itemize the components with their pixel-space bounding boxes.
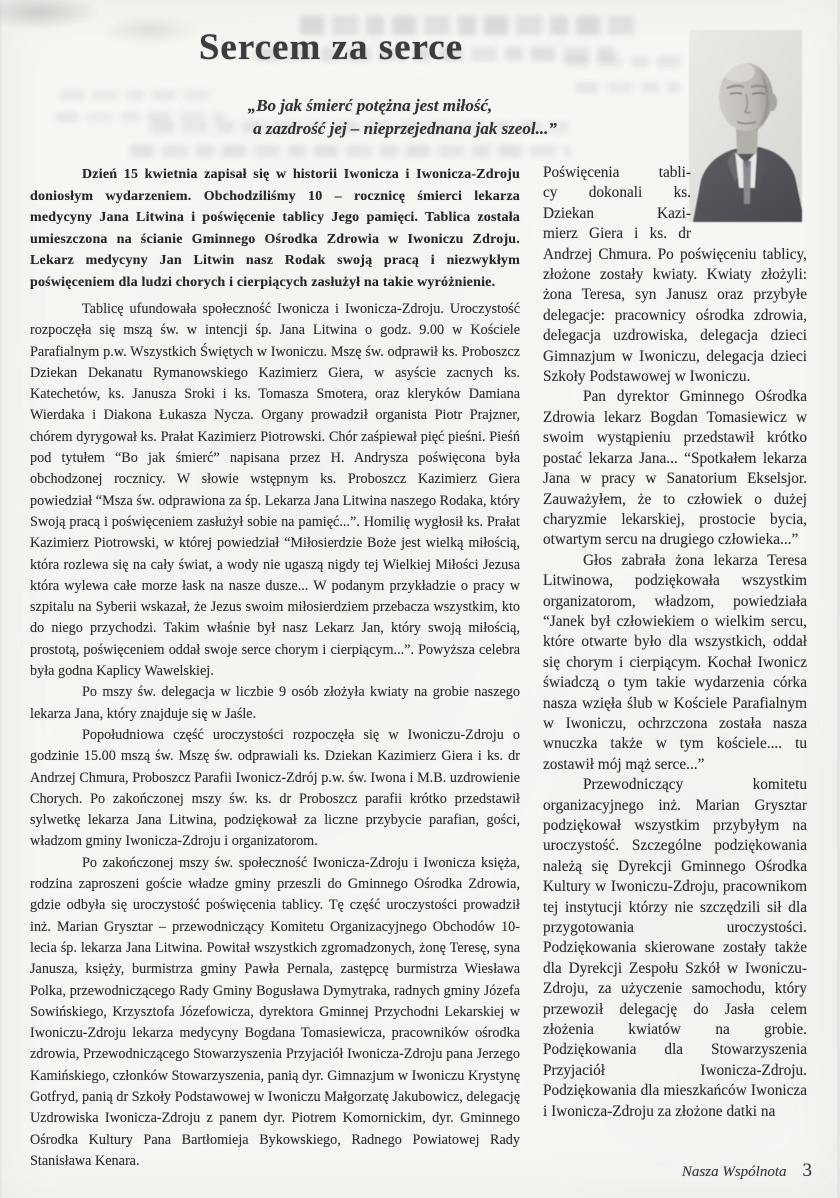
paragraph: Pan dyrektor Gminnego Ośrodka Zdrowia lekarz Bogdan Tomasiewicz w swoim wystąpieniu przedstawił krótko postać lekarza Jana... “Spotkałem lekarza Jana w pracy w Sanatorium Ekselsjor. Zauważyłem, że to człowiek o dużej charyzmie lekarskiej, prostocie bycia, otwartym sercu na drugiego człowieka...” bbox=[543, 388, 807, 549]
left-column bbox=[30, 299, 520, 1172]
epigraph-line-2: a zazdrość jej – nieprzejednana jak szeol...” bbox=[253, 119, 557, 138]
text-line: Dziekan Kazi- bbox=[543, 204, 691, 222]
bleed-through-line bbox=[130, 145, 570, 157]
text-line: cy dokonali ks. bbox=[543, 184, 691, 202]
bleed-through-line bbox=[575, 82, 680, 93]
paragraph: Popołudniowa część uroczystości rozpoczęła się w Iwoniczu-Zdroju o godzinie 15.00 mszą św. Mszę św. odprawiali ks. Dziekan Kazimierz Giera i ks. dr Andrzej Chmura, Proboszcz Parafii Iwonicz-Zdrój p.w. św. Iwona i M.B. uzdrowienie Chorych. Po zakończonej mszy św. ks. dr Proboszcz parafii krótko przedstawił sylwetkę lekarza Jana Litwina, podziękował za liczne przybycie parafian, gości, władzom gminy Iwonicza-Zdroju i organizatorom. bbox=[30, 726, 520, 850]
magazine-name: Nasza Wspólnota bbox=[681, 1164, 787, 1180]
epigraph bbox=[120, 94, 620, 140]
text-beside-photo bbox=[543, 163, 691, 245]
paragraph: Po zakończonej mszy św. społeczność Iwonicza-Zdroju i Iwonicza księża, rodzina zaproszeni goście władze gminy przeszli do Gminnego Ośrodka Zdrowia, gdzie odbyła się uroczystość poświęcenia tablicy. Tę część uroczystości prowadził inż. Marian Grysztar – przewodniczący Komitetu Organizacyjnego Obchodów 10-lecia śp. lekarza Jana Litwina. Powitał wszystkich zgromadzonych, żonę Teresę, syna Janusza, księży, burmistrza gminy Pawła Pernala, zastępcę burmistrza Wiesława Polka, przewodniczącego Rady Gminy Bogusława Dymytraka, radnych gminy Józefa Sowińskiego, Krzysztofa Józefowicza, dyrektora Gminnej Przychodni Lekarskiej w Iwoniczu-Zdroju lekarza medycyny Bogdana Tomasiewicza, pracowników ośrodka zdrowia, Przewodniczącego Stowarzyszenia Przyjaciół Iwonicza-Zdroju pana Jerzego Kamińskiego, członków Stowarzyszenia, panią dyr. Gimnazjum w Iwoniczu Krystynę Gotfryd, panią dr Szkoły Podstawowej w Iwoniczu Małgorzatę Jakubowicz, delegację Uzdrowiska Iwonicza-Zdroju z panem dyr. Piotrem Komornickim, dyr. Gminnego Ośrodka Kultury Pana Bartłomieja Bykowskiego, Radnego Powiatowej Rady Stanisława Kenara. bbox=[30, 854, 520, 1169]
paragraph: Po mszy św. delegacja w liczbie 9 osób złożyła kwiaty na grobie naszego lekarza Jana, który znajduje się w Jaśle. bbox=[30, 684, 520, 722]
page-number: 3 bbox=[802, 1160, 812, 1181]
paragraph: Głos zabrała żona lekarza Teresa Litwinowa, podziękowała wszystkim organizatorom, władzom, powiedziała “Janek był człowiekiem o wielkim sercu, które otwarte było dla wszystkich, oddał się chorym i cierpiącym. Kochał Iwonicz świadczą o tym takie wydarzenia córka nasza wzięła ślub w Kościele Parafialnym w Iwoniczu, ochrzczona została nasza wnuczka także w tym kościele.... tu zostawił mój mąż serce...” bbox=[543, 551, 807, 773]
page-footer bbox=[682, 1160, 812, 1182]
paragraph: Tablicę ufundowała społeczność Iwonicza i Iwonicza-Zdroju. Uroczystość rozpoczęła się mszą św. w intencji śp. Jana Litwina o godz. 9.00 w Kościele Parafialnym p.w. Wszystkich Świętych w Iwoniczu. Mszę św. odprawił ks. Proboszcz Dziekan Dekanatu Rymanowskiego Kazimierz Giera, w asyście zacnych ks. Katechetów, ks. Janusza Sroki i ks. Tomasza Smotera, oraz kleryków Damiana Wierdaka i Diakona Łukasza Nycza. Organy prowadził organista Piotr Prajzner, chórem dyrygował ks. Prałat Kazimierz Piotrowski. Chór zaśpiewał pięć pieśni. Pieśń pod tytułem “Bo jak śmierć” napisana przez H. Andrysza poświęcona była obchodzonej rocznicy. W słowie wstępnym ks. Proboszcz Kazimierz Giera powiedział “Msza św. odprawiona za śp. Lekarza Jana Litwina naszego Rodaka, który Swoją pracą i poświęceniem zasłużył sobie na pamięć...”. Homilię wygłosił ks. Prałat Kazimierz Piotrowski, w której powiedział “Miłosierdzie Boże jest wielką miłością, która rozlewa się na cały świat, a wody nie ugaszą nigdy tej Wielkiej Miłości Jezusa która wylewa całe morze łask na nasze dusze... W podanym przykładzie o pracy w szpitalu na Syberii wskazał, że Jezus swoim miłosierdziem przebacza wszystkim, kto do niego przychodzi. Takim właśnie był nasz Lekarz Jan, który swoją miłością, prostotą, poświęceniem oddał swoje serce chorym i cierpiącym...”. Powyższa celebra była godna Kaplicy Wawelskiej. bbox=[30, 301, 520, 680]
paragraph: Przewodniczący komitetu organizacyjnego inż. Marian Grysztar podziękował wszystkim przybyłym na uroczystość. Szczególne podziękowania należą się Dyrekcji Gminnego Ośrodka Kultury w Iwoniczu-Zdroju, pracownikom tej instytucji którzy nie szczędzili sił dla przygotowania uroczystości. Podziękowania skierowane zostały także dla Dyrekcji Zespołu Szkół w Iwoniczu-Zdroju, za użyczenie samochodu, który przewoził delegację do Jasła celem złożenia kwiatów na grobie. Podziękowania dla Stowarzyszenia Przyjaciół Iwonicza-Zdroju. Podziękowania dla mieszkańców Iwonicza i Iwonicza-Zdroju za złożone datki na bbox=[543, 776, 807, 1120]
right-column-paragraphs bbox=[543, 245, 807, 1122]
lead-paragraph: Dzień 15 kwietnia zapisał się w historii Iwonicza i Iwonicza-Zdroju doniosłym wydarzeniem. Obchodziliśmy 10 – rocznicę śmierci lekarza medycyny Jana Litwina i poświęcenie tablicy Jego pamięci. Tablica została umieszczona na ścianie Gminnego Ośrodka Zdrowia w Iwoniczu Zdroju. Lekarz medycyny Jan Litwin nasz Rodak swoją pracą i niezwykłym poświęceniem dla ludzi chorych i cierpiących zasłużył na takie wyróżnienie. bbox=[30, 167, 520, 290]
epigraph-line-1: „Bo jak śmierć potężna jest miłość, bbox=[247, 96, 493, 115]
article-title: Sercem za serce bbox=[198, 27, 464, 68]
text-line: Poświęcenia tabli- bbox=[543, 164, 691, 181]
paragraph: Andrzej Chmura. Po poświęceniu tablicy, złożone zostały kwiaty. Kwiaty złożyli: żona Teresa, syn Janusz oraz przybyłe delegacje: pracownicy ośrodka zdrowia, delegacja uzdrowiska, delegacja dzieci Gimnazjum w Iwoniczu, delegacja dzieci Szkoły Podstawowej w Iwoniczu. bbox=[543, 245, 807, 386]
text-line: mierz Giera i ks. dr bbox=[543, 225, 691, 243]
right-column bbox=[543, 163, 807, 1122]
